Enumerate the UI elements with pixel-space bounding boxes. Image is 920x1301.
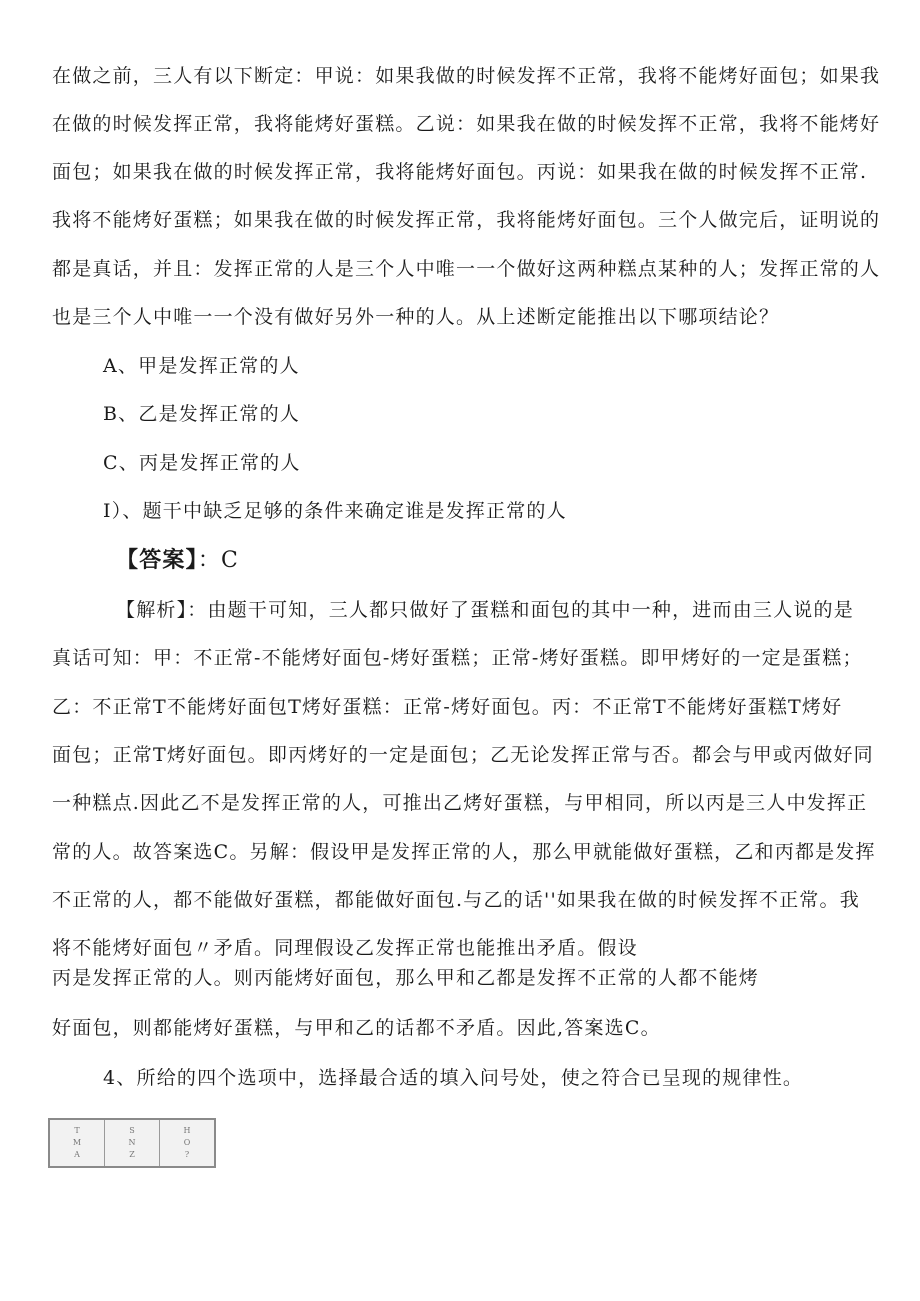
body-line: 我将不能烤好蛋糕；如果我在做的时候发挥正常，我将能烤好面包。三个人做完后，证明说的	[52, 209, 881, 231]
explanation-line: 一种糕点.因此乙不是发挥正常的人，可推出乙烤好蛋糕，与甲相同，所以丙是三人中发挥正	[52, 792, 868, 814]
body-line: 在做之前，三人有以下断定：甲说：如果我做的时候发挥不正常，我将不能烤好面包；如果我	[52, 65, 881, 87]
cell-letter: N	[128, 1138, 136, 1147]
explanation-line: 不正常的人，都不能做好蛋糕，都能做好面包.与乙的话''如果我在做的时候发挥不正常。我	[52, 889, 860, 911]
cell-letter: O	[183, 1138, 191, 1147]
answer-label: 【答案】	[116, 547, 198, 573]
cell-letter: M	[72, 1138, 82, 1147]
explanation-line: 【解析】：由题干可知，三人都只做好了蛋糕和面包的其中一种，进而由三人说的是	[116, 599, 854, 621]
explanation-line: 真话可知：甲：不正常-不能烤好面包-烤好蛋糕；正常-烤好蛋糕。即甲烤好的一定是蛋糕；	[52, 647, 863, 669]
option-c: C、丙是发挥正常的人	[103, 452, 301, 474]
option-a: A、甲是发挥正常的人	[103, 355, 300, 377]
body-line: 都是真话，并且：发挥正常的人是三个人中唯一一个做好这两种糕点某种的人；发挥正常的人	[52, 258, 881, 280]
cell-top: S	[129, 1126, 135, 1135]
cell-letter: A	[74, 1150, 80, 1159]
explanation-line: 乙：不正常T不能烤好面包T烤好蛋糕：正常-烤好面包。丙：不正常T不能烤好蛋糕T烤好	[52, 696, 843, 718]
cell-top: H	[183, 1126, 191, 1135]
body-line: 也是三个人中唯一一个没有做好另外一种的人。从上述断定能推出以下哪项结论？	[52, 306, 780, 328]
body-line: 在做的时候发挥正常，我将能烤好蛋糕。乙说：如果我在做的时候发挥不正常，我将不能烤好	[52, 113, 881, 135]
question-4: 4、所给的四个选项中，选择最合适的填入问号处，使之符合已呈现的规律性。	[103, 1067, 804, 1089]
cell-top: T	[74, 1126, 80, 1135]
figure-cell	[50, 1120, 105, 1166]
body-line: 面包；如果我在做的时候发挥正常，我将能烤好面包。丙说：如果我在做的时候发挥不正常.	[52, 161, 868, 183]
explanation-line: 常的人。故答案选C。另解：假设甲是发挥正常的人，那么甲就能做好蛋糕，乙和丙都是发挥	[52, 841, 876, 863]
cell-letter: ?	[184, 1150, 190, 1159]
explanation-line: 好面包，则都能烤好蛋糕，与甲和乙的话都不矛盾。因此,答案选C。	[52, 1017, 661, 1039]
option-d: I）、题干中缺乏足够的条件来确定谁是发挥正常的人	[103, 500, 567, 522]
letter-figure	[48, 1118, 216, 1168]
answer	[116, 548, 239, 573]
figure-cell	[160, 1120, 214, 1166]
explanation-line: 面包；正常T烤好面包。即丙烤好的一定是面包；乙无论发挥正常与否。都会与甲或丙做好同	[52, 744, 874, 766]
explanation-line: 丙是发挥正常的人。则丙能烤好面包，那么甲和乙都是发挥不正常的人都不能烤	[52, 967, 760, 989]
explanation-line: 将不能烤好面包〃矛盾。同理假设乙发挥正常也能推出矛盾。假设	[52, 937, 638, 959]
figure-cell	[105, 1120, 160, 1166]
answer-value: ：C	[197, 548, 240, 573]
option-b: B、乙是发挥正常的人	[103, 403, 300, 425]
cell-letter: Z	[129, 1150, 135, 1159]
